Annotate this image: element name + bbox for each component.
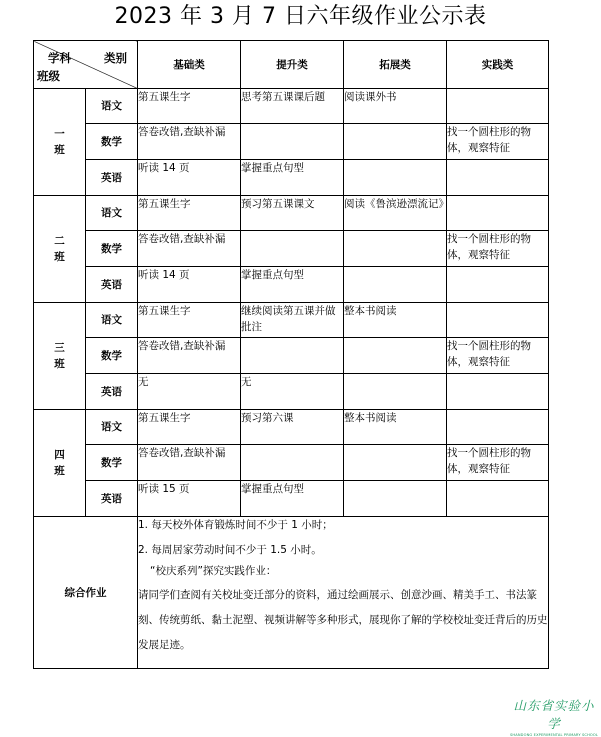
basic-cell: 第五课生字 bbox=[138, 196, 241, 231]
basic-cell: 听读 14 页 bbox=[138, 267, 241, 303]
comprehensive-line-1: 1. 每天校外体育锻炼时间不少于 1 小时； bbox=[138, 519, 333, 531]
table-row bbox=[34, 231, 549, 267]
table-row bbox=[34, 124, 549, 160]
diagonal-header-cell bbox=[34, 41, 138, 89]
extend-cell: 整本书阅读 bbox=[344, 303, 447, 338]
practice-cell: 找一个圆柱形的物体，观察特征 bbox=[447, 338, 549, 374]
practice-cell bbox=[447, 160, 549, 196]
class-label: 一 班 bbox=[34, 89, 86, 196]
basic-cell: 第五课生字 bbox=[138, 89, 241, 124]
subject-label: 语文 bbox=[86, 303, 138, 338]
comprehensive-line-4: 请同学们查阅有关校址变迁部分的资料，通过绘画展示、创意沙画、精美手工、书法篆刻、传统剪纸、黏土泥塑、视频讲解等多种形式，展现你了解的学校校址变迁背后的历史发展足迹。 bbox=[138, 589, 548, 651]
basic-cell: 答卷改错,查缺补漏 bbox=[138, 338, 241, 374]
practice-cell bbox=[447, 303, 549, 338]
subject-label: 英语 bbox=[86, 374, 138, 410]
extend-cell: 阅读《鲁滨逊漂流记》 bbox=[344, 196, 447, 231]
practice-cell bbox=[447, 481, 549, 517]
class-label: 二 班 bbox=[34, 196, 86, 303]
extend-cell: 整本书阅读 bbox=[344, 410, 447, 445]
table-row bbox=[34, 196, 549, 231]
extend-cell bbox=[344, 481, 447, 517]
basic-cell: 答卷改错,查缺补漏 bbox=[138, 231, 241, 267]
column-header-practice: 实践类 bbox=[447, 41, 549, 89]
subject-label: 数学 bbox=[86, 124, 138, 160]
basic-cell: 听读 14 页 bbox=[138, 160, 241, 196]
class-label: 四 班 bbox=[34, 410, 86, 517]
practice-cell bbox=[447, 410, 549, 445]
table-row bbox=[34, 160, 549, 196]
basic-cell: 第五课生字 bbox=[138, 410, 241, 445]
class-label: 三 班 bbox=[34, 303, 86, 410]
column-header-improve: 提升类 bbox=[241, 41, 344, 89]
diag-category-label: 类别 bbox=[104, 51, 127, 65]
improve-cell: 继续阅读第五课并做批注 bbox=[241, 303, 344, 338]
diag-subject-label: 学科 bbox=[48, 51, 71, 65]
diag-class-label: 班级 bbox=[37, 69, 60, 83]
comprehensive-label: 综合作业 bbox=[34, 517, 138, 669]
extend-cell bbox=[344, 124, 447, 160]
school-watermark-logo bbox=[507, 696, 601, 737]
basic-cell: 答卷改错,查缺补漏 bbox=[138, 124, 241, 160]
improve-cell: 掌握重点句型 bbox=[241, 267, 344, 303]
basic-cell: 听读 15 页 bbox=[138, 481, 241, 517]
subject-label: 语文 bbox=[86, 89, 138, 124]
subject-label: 数学 bbox=[86, 338, 138, 374]
extend-cell bbox=[344, 231, 447, 267]
table-row bbox=[34, 303, 549, 338]
extend-cell bbox=[344, 374, 447, 410]
subject-label: 数学 bbox=[86, 231, 138, 267]
practice-cell: 找一个圆柱形的物体，观察特征 bbox=[447, 445, 549, 481]
table-row bbox=[34, 374, 549, 410]
subject-label: 英语 bbox=[86, 160, 138, 196]
basic-cell: 第五课生字 bbox=[138, 303, 241, 338]
practice-cell bbox=[447, 89, 549, 124]
comprehensive-line-4-wrap bbox=[138, 583, 548, 658]
basic-cell: 无 bbox=[138, 374, 241, 410]
table-row bbox=[34, 338, 549, 374]
table-row bbox=[34, 481, 549, 517]
header-row bbox=[34, 41, 549, 89]
watermark-school-name-en: SHANDONG EXPERIMENTAL PRIMARY SCHOOL bbox=[509, 733, 599, 737]
table-row bbox=[34, 267, 549, 303]
improve-cell: 思考第五课课后题 bbox=[241, 89, 344, 124]
column-header-basic: 基础类 bbox=[138, 41, 241, 89]
comprehensive-content bbox=[138, 517, 549, 669]
basic-cell: 答卷改错,查缺补漏 bbox=[138, 445, 241, 481]
table-row bbox=[34, 410, 549, 445]
extend-cell: 阅读课外书 bbox=[344, 89, 447, 124]
practice-cell: 找一个圆柱形的物体，观察特征 bbox=[447, 124, 549, 160]
extend-cell bbox=[344, 160, 447, 196]
improve-cell bbox=[241, 338, 344, 374]
practice-cell bbox=[447, 267, 549, 303]
improve-cell bbox=[241, 445, 344, 481]
table-row bbox=[34, 89, 549, 124]
subject-label: 语文 bbox=[86, 196, 138, 231]
improve-cell: 预习第五课课文 bbox=[241, 196, 344, 231]
subject-label: 语文 bbox=[86, 410, 138, 445]
practice-cell bbox=[447, 374, 549, 410]
watermark-school-name: 山东省实验小学 bbox=[513, 698, 595, 731]
improve-cell bbox=[241, 231, 344, 267]
column-header-extend: 拓展类 bbox=[344, 41, 447, 89]
subject-label: 英语 bbox=[86, 481, 138, 517]
homework-table bbox=[33, 40, 549, 669]
improve-cell: 预习第六课 bbox=[241, 410, 344, 445]
extend-cell bbox=[344, 338, 447, 374]
extend-cell bbox=[344, 445, 447, 481]
comprehensive-line-3: “校庆系列”探究实践作业： bbox=[150, 565, 277, 577]
improve-cell bbox=[241, 124, 344, 160]
improve-cell: 掌握重点句型 bbox=[241, 160, 344, 196]
practice-cell bbox=[447, 196, 549, 231]
improve-cell: 掌握重点句型 bbox=[241, 481, 344, 517]
improve-cell: 无 bbox=[241, 374, 344, 410]
table-row bbox=[34, 445, 549, 481]
practice-cell: 找一个圆柱形的物体，观察特征 bbox=[447, 231, 549, 267]
comprehensive-line-2: 2. 每周居家劳动时间不少于 1.5 小时。 bbox=[138, 544, 322, 556]
page-title: 2023 年 3 月 7 日六年级作业公示表 bbox=[114, 4, 487, 29]
comprehensive-row bbox=[34, 517, 549, 669]
subject-label: 数学 bbox=[86, 445, 138, 481]
extend-cell bbox=[344, 267, 447, 303]
subject-label: 英语 bbox=[86, 267, 138, 303]
